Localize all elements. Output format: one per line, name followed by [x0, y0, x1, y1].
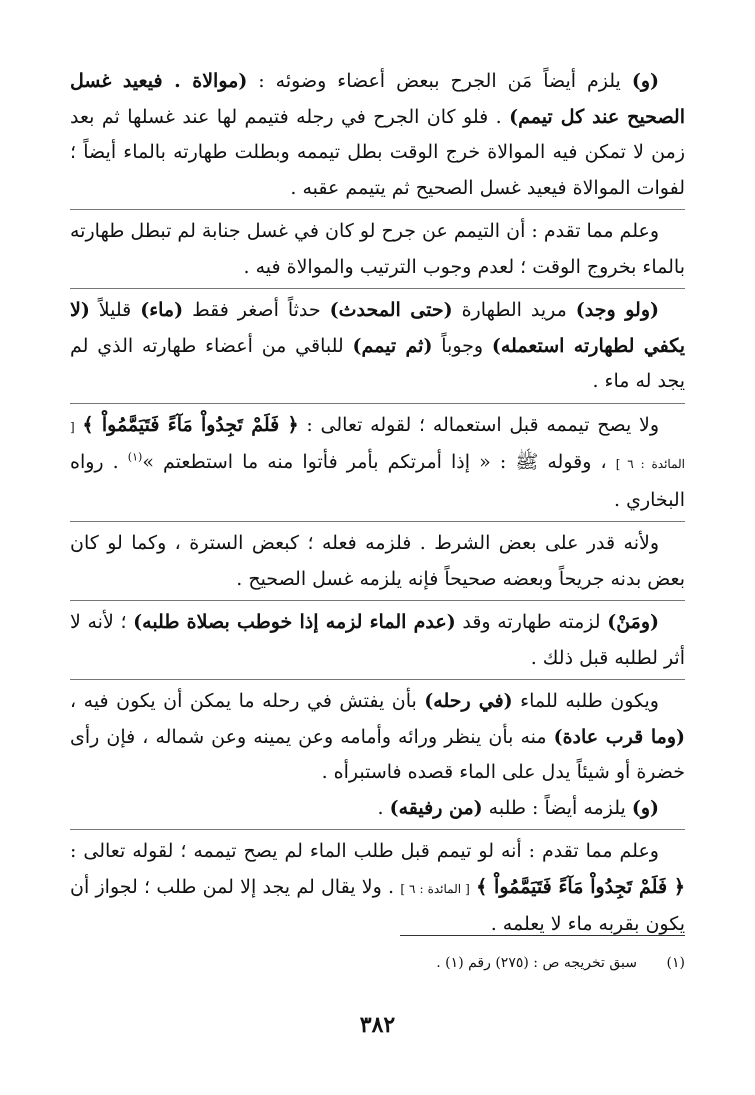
footnote-number: (١) — [666, 955, 685, 971]
paragraph: (و) يلزمه أيضاً : طلبه (من رفيقه) . — [377, 796, 659, 819]
divider — [70, 403, 685, 404]
divider — [70, 829, 685, 830]
divider — [70, 600, 685, 601]
paragraph: (و) يلزم أيضاً مَن الجرح ببعض أعضاء وضوئه : (موالاة . فيعيد غسل الصحيح عند كل تيمم) . فلو كان الجرح في رجله فتيمم لها عند غسلها ثم بعد زمن لا تمكن فيه الموالاة خرج الوقت بطل تيممه وبطلت طهارته بالماء أيضاً ؛ لفوات الموالاة فيعيد غسل الصحيح ثم يتيمم عقبه . — [70, 70, 685, 199]
divider — [70, 209, 685, 210]
footnote-text: سبق تخريجه ص : (٢٧٥) رقم (١) . — [436, 955, 637, 971]
verse-reference: [ المائدة : ٦ ] — [70, 419, 685, 471]
paragraph: ويكون طلبه للماء (في رحله) بأن يفتش في رحله ما يمكن أن يكون فيه ، (وما قرب عادة) منه بأن ينظر ورائه وأمامه وعن يمينه وعن شماله ، فإن رأى خضرة أو شيئاً يدل على الماء قصده فاستبرأه . — [70, 690, 685, 783]
divider — [70, 521, 685, 522]
divider — [70, 288, 685, 289]
paragraph: ولا يصح تيممه قبل استعماله ؛ لقوله تعالى : ﴿ فَلَمْ تَجِدُواْ مَآءً فَتَيَمَّمُواْ ﴾ [ المائدة : ٦ ] ، وقوله ﷺ : « إذا أمرتكم بأمر فأتوا منه ما استطعتم »$^{(١)}$ . رواه البخاري . — [70, 413, 685, 511]
paragraph: وعلم مما تقدم : أنه لو تيمم قبل طلب الماء لم يصح تيممه ؛ لقوله تعالى : ﴿ فَلَمْ تَجِدُواْ مَآءً فَتَيَمَّمُواْ ﴾ [ المائدة : ٦ ] . ولا يقال لم يجد إلا لمن طلب ؛ لجواز أن يكون بقربه ماء لا يعلمه . — [70, 840, 685, 935]
paragraph: ولأنه قدر على بعض الشرط . فلزمه فعله ؛ كبعض السترة ، وكما لو كان بعض بدنه جريحاً وبعضه صحيحاً فإنه يلزمه غسل الصحيح . — [70, 532, 685, 590]
footnote — [70, 955, 685, 971]
paragraph: (ومَنْ) لزمته طهارته وقد (عدم الماء لزمه إذا خوطب بصلاة طلبه) ؛ لأنه لا أثر لطلبه قبل ذلك . — [70, 611, 685, 669]
quran-verse: ﴿ فَلَمْ تَجِدُواْ مَآءً فَتَيَمَّمُواْ ﴾ — [476, 875, 685, 898]
paragraph: وعلم مما تقدم : أن التيمم عن جرح لو كان في غسل جنابة لم تبطل طهارته بالماء بخروج الوقت ؛ لعدم وجوب الترتيب والموالاة فيه . — [70, 220, 685, 278]
footnote-separator — [400, 935, 685, 936]
quran-verse: ﴿ فَلَمْ تَجِدُواْ مَآءً فَتَيَمَّمُواْ ﴾ — [82, 413, 299, 436]
page-number: ٣٨٢ — [359, 1012, 396, 1038]
footnote-marker: (١) — [127, 450, 143, 464]
paragraph: (ولو وجد) مريد الطهارة (حتى المحدث) حدثاً أصغر فقط (ماء) قليلاً (لا يكفي لطهارته استعمله) وجوباً (ثم تيمم) للباقي من أعضاء طهارته الذي لم يجد له ماء . — [70, 299, 685, 392]
main-text — [70, 64, 685, 943]
divider — [70, 679, 685, 680]
verse-reference: [ المائدة : ٦ ] — [400, 881, 470, 896]
